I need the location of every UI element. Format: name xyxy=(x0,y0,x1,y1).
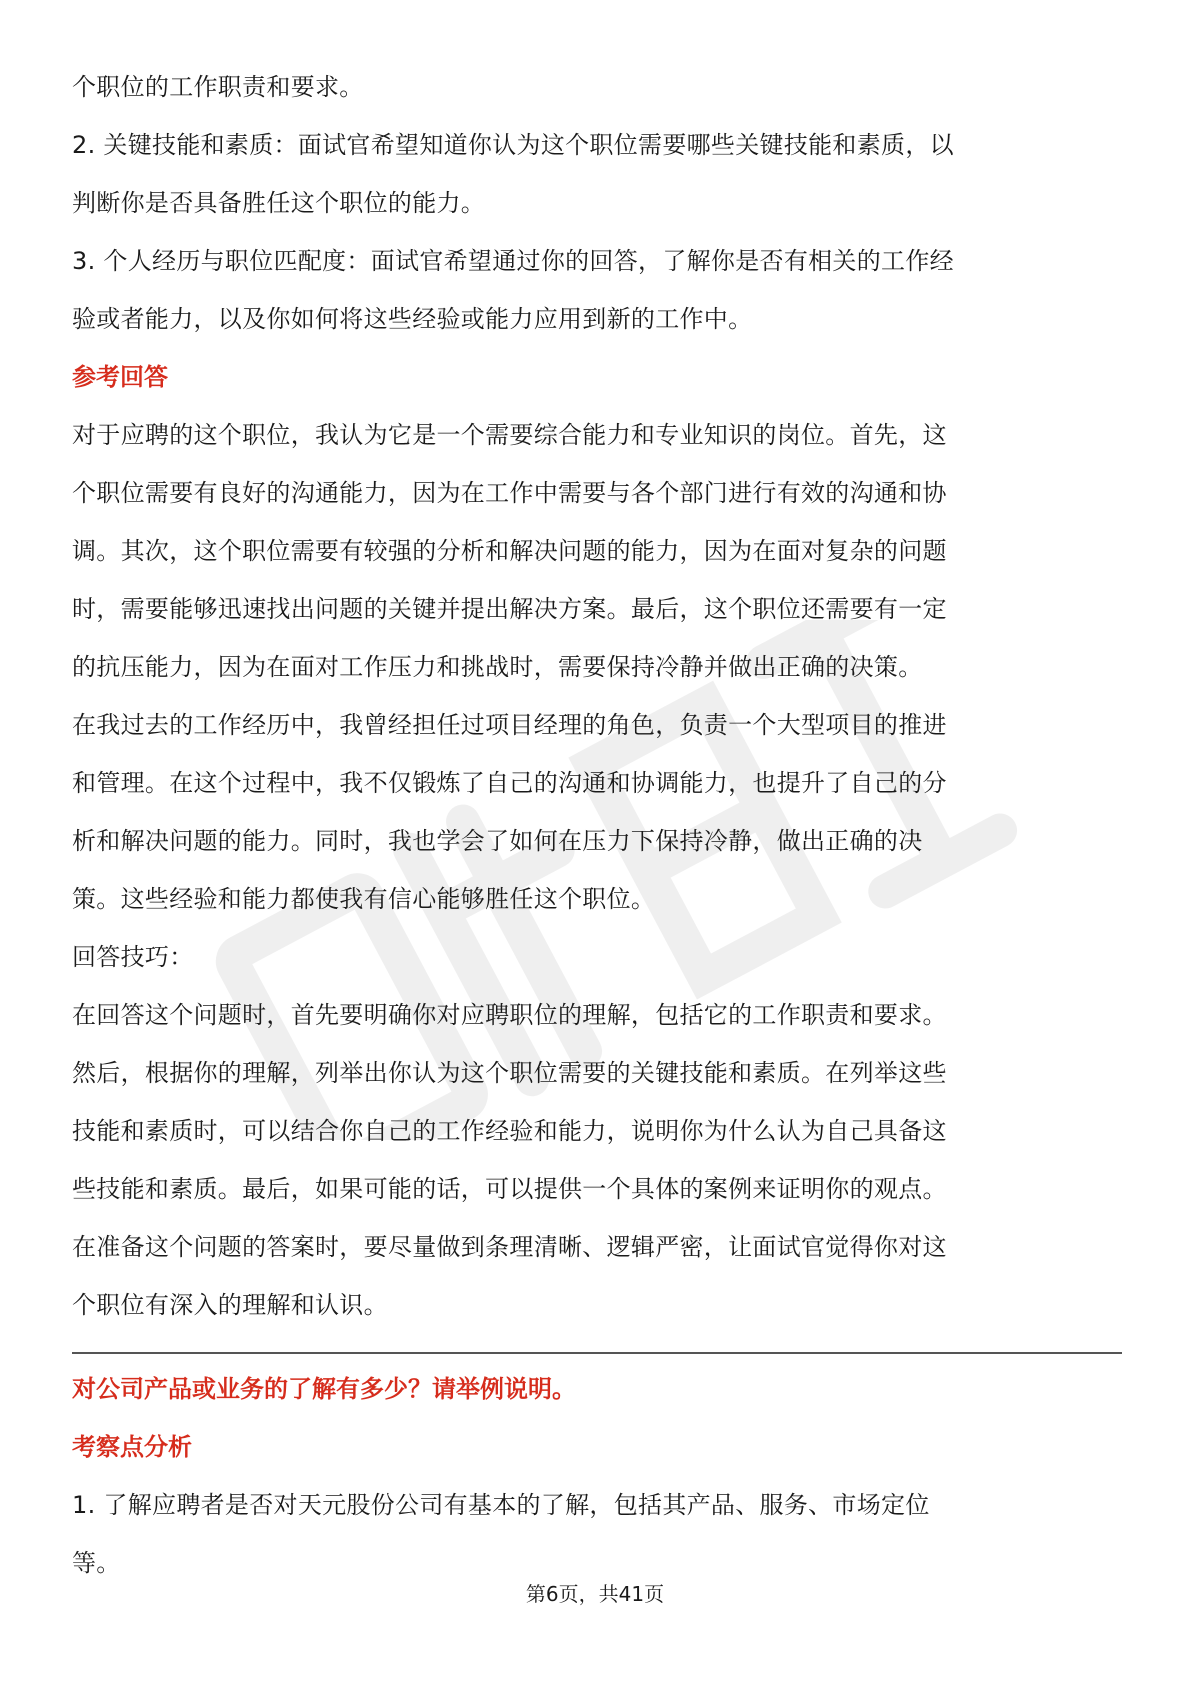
paragraph-line: 1. 了解应聘者是否对天元股份公司有基本的了解，包括其产品、服务、市场定位 xyxy=(72,1491,930,1519)
paragraph-line: 个职位的工作职责和要求。 xyxy=(72,73,364,101)
paragraph-line: 和管理。在这个过程中，我不仅锻炼了自己的沟通和协调能力，也提升了自己的分 xyxy=(72,769,947,797)
tips-label: 回答技巧： xyxy=(72,943,194,971)
reference-answer-heading: 参考回答 xyxy=(72,363,168,391)
analysis-heading: 考察点分析 xyxy=(72,1433,192,1461)
paragraph-line: 时，需要能够迅速找出问题的关键并提出解决方案。最后，这个职位还需要有一定 xyxy=(72,595,947,623)
paragraph-line: 策。这些经验和能力都使我有信心能够胜任这个职位。 xyxy=(72,885,656,913)
paragraph-line: 然后，根据你的理解，列举出你认为这个职位需要的关键技能和素质。在列举这些 xyxy=(72,1059,947,1087)
section-divider xyxy=(72,1352,1122,1354)
paragraph-line: 些技能和素质。最后，如果可能的话，可以提供一个具体的案例来证明你的观点。 xyxy=(72,1175,947,1203)
page-content xyxy=(72,58,1122,1592)
paragraph-line: 技能和素质时，可以结合你自己的工作经验和能力，说明你为什么认为自己具备这 xyxy=(72,1117,947,1145)
page-number: 第6页，共41页 xyxy=(525,1582,665,1606)
paragraph-line: 等。 xyxy=(72,1549,121,1577)
paragraph-line: 3. 个人经历与职位匹配度：面试官希望通过你的回答，了解你是否有相关的工作经 xyxy=(72,247,954,275)
paragraph-line: 的抗压能力，因为在面对工作压力和挑战时，需要保持冷静并做出正确的决策。 xyxy=(72,653,923,681)
paragraph-line: 验或者能力，以及你如何将这些经验或能力应用到新的工作中。 xyxy=(72,305,753,333)
paragraph-line: 在我过去的工作经历中，我曾经担任过项目经理的角色，负责一个大型项目的推进 xyxy=(72,711,947,739)
paragraph-line: 2. 关键技能和素质：面试官希望知道你认为这个职位需要哪些关键技能和素质，以 xyxy=(72,131,954,159)
question-heading: 对公司产品或业务的了解有多少？请举例说明。 xyxy=(72,1375,576,1403)
paragraph-line: 个职位有深入的理解和认识。 xyxy=(72,1291,388,1319)
paragraph-line: 判断你是否具备胜任这个职位的能力。 xyxy=(72,189,486,217)
paragraph-line: 在准备这个问题的答案时，要尽量做到条理清晰、逻辑严密，让面试官觉得你对这 xyxy=(72,1233,947,1261)
paragraph-line: 析和解决问题的能力。同时，我也学会了如何在压力下保持冷静，做出正确的决 xyxy=(72,827,923,855)
paragraph-line: 在回答这个问题时，首先要明确你对应聘职位的理解，包括它的工作职责和要求。 xyxy=(72,1001,947,1029)
paragraph-line: 调。其次，这个职位需要有较强的分析和解决问题的能力，因为在面对复杂的问题 xyxy=(72,537,947,565)
paragraph-line: 对于应聘的这个职位，我认为它是一个需要综合能力和专业知识的岗位。首先，这 xyxy=(72,421,947,449)
paragraph-line: 个职位需要有良好的沟通能力，因为在工作中需要与各个部门进行有效的沟通和协 xyxy=(72,479,947,507)
